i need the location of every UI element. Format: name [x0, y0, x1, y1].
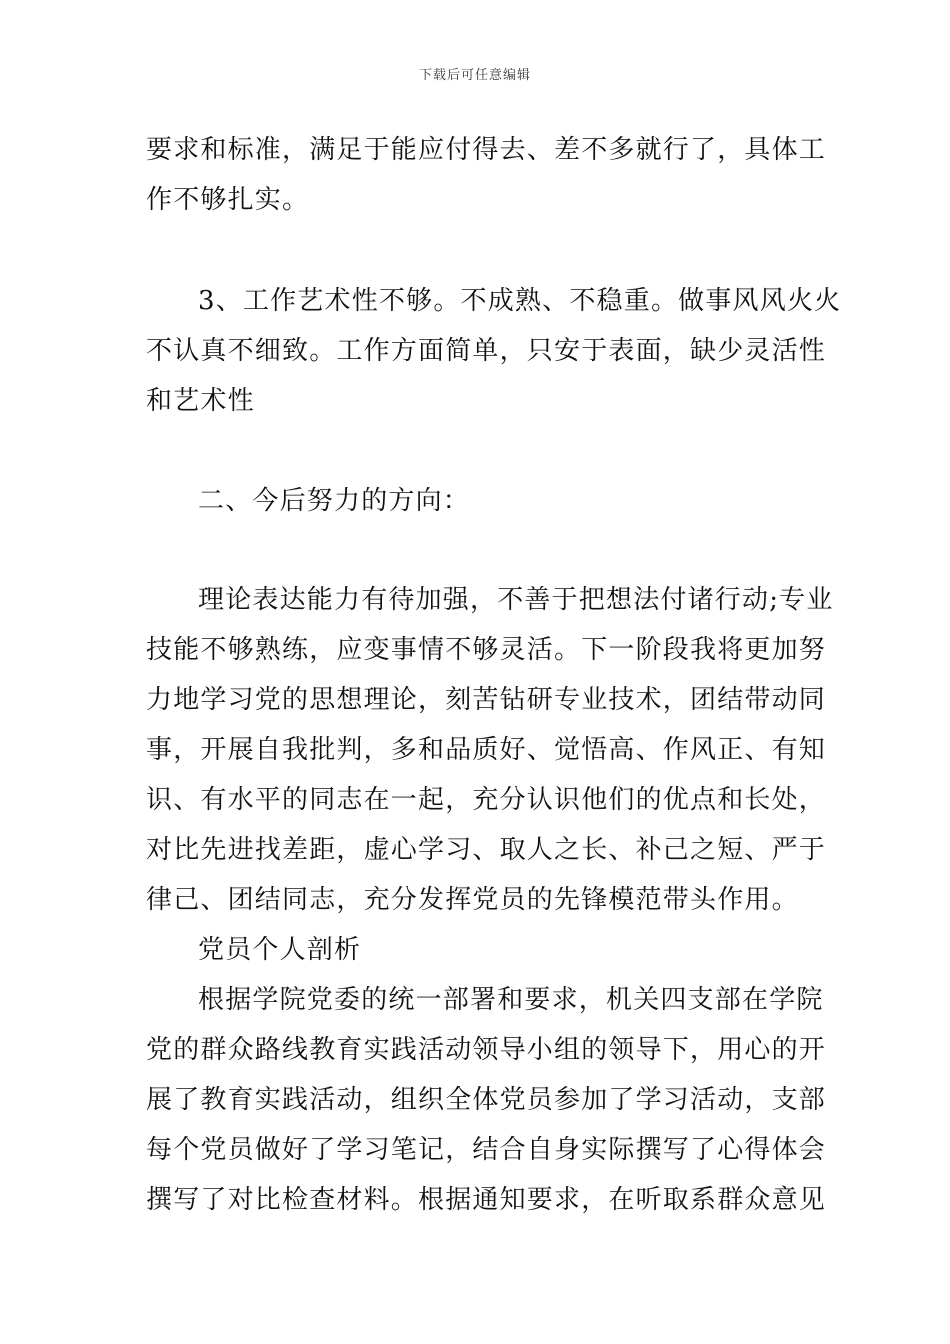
text-line: 党的群众路线教育实践活动领导小组的领导下，用心的开 [146, 1035, 827, 1065]
page-header: 下载后可任意编辑 [418, 68, 531, 83]
text-line: 律己、团结同志，充分发挥党员的先锋模范带头作用。 [146, 885, 799, 915]
text-line: 事，开展自我批判，多和品质好、觉悟高、作风正、有知 [146, 735, 827, 765]
section-heading: 二、今后努力的方向： [198, 486, 471, 516]
text-line: 展了教育实践活动，组织全体党员参加了学习活动，支部 [146, 1085, 827, 1115]
document-title: 党员个人剖析 [198, 935, 362, 965]
text-line: 和艺术性 [146, 386, 255, 416]
text-line: 撰写了对比检查材料。根据通知要求，在听取系群众意见 [146, 1185, 827, 1215]
text-line: 不认真不细致。工作方面简单，只安于表面，缺少灵活性 [146, 336, 827, 366]
text-line: 技能不够熟练，应变事情不够灵活。下一阶段我将更加努 [146, 635, 827, 665]
text-line: 作不够扎实。 [146, 185, 310, 215]
text-line: 理论表达能力有待加强，不善于把想法付诸行动;专业 [198, 585, 834, 615]
text-line: 每个党员做好了学习笔记，结合自身实际撰写了心得体会 [146, 1135, 827, 1165]
text-line: 对比先进找差距，虚心学习、取人之长、补己之短、严于 [146, 835, 827, 865]
text-line: 要求和标准，满足于能应付得去、差不多就行了，具体工 [146, 135, 827, 165]
text-line: 3、工作艺术性不够。不成熟、不稳重。做事风风火火 [198, 286, 842, 316]
text-line: 识、有水平的同志在一起，充分认识他们的优点和长处， [146, 785, 827, 815]
text-line: 根据学院党委的统一部署和要求，机关四支部在学院 [198, 985, 824, 1015]
text-line: 力地学习党的思想理论，刻苦钻研专业技术，团结带动同 [146, 685, 827, 715]
